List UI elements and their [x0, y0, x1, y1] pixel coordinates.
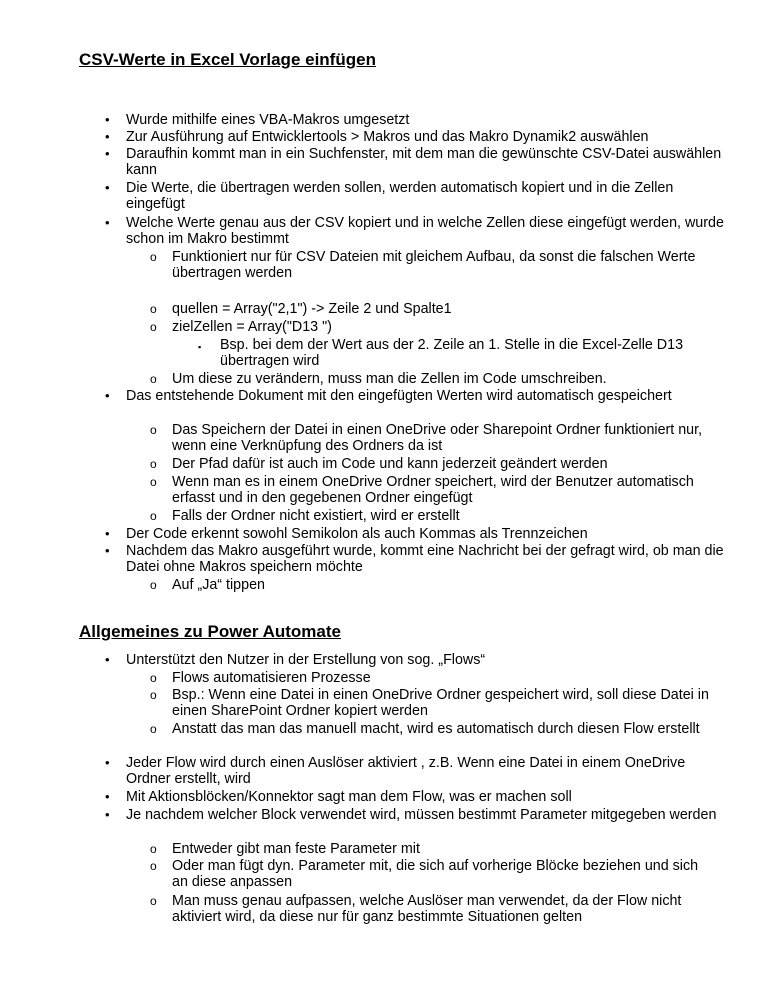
list-item: • Unterstützt den Nutzer in der Erstellung von sog. „Flows“ — [105, 652, 486, 668]
circle-bullet-icon: o — [150, 842, 157, 856]
circle-bullet-icon: o — [150, 722, 157, 736]
list-item: • Jeder Flow wird durch einen Auslöser aktiviert , z.B. Wenn eine Datei in einem OneDrive Ordner erstellt, wird — [105, 755, 686, 788]
list-item: • Mit Aktionsblöcken/Konnektor sagt man dem Flow, was er machen soll — [105, 789, 572, 805]
list-item: • Das entstehende Dokument mit den eingefügten Werten wird automatisch gespeichert — [105, 388, 672, 404]
list-item: o Um diese zu verändern, muss man die Zellen im Code umschreiben. — [150, 371, 607, 387]
list-item: o Oder man fügt dyn. Parameter mit, die sich auf vorherige Blöcke beziehen und sich an diese anpassen — [150, 858, 699, 891]
list-item: o zielZellen = Array("D13 ") — [150, 319, 332, 335]
bullet-icon: • — [105, 112, 110, 127]
list-item: o Wenn man es in einem OneDrive Ordner speichert, wird der Benutzer automatisch erfasst und in den gegebenen Ordner eingefügt — [150, 474, 694, 507]
bullet-icon: • — [105, 652, 110, 667]
circle-bullet-icon: o — [150, 688, 157, 702]
circle-bullet-icon: o — [150, 671, 157, 685]
square-bullet-icon: ▪ — [198, 342, 202, 352]
list-item: • Zur Ausführung auf Entwicklertools > Makros und das Makro Dynamik2 auswählen — [105, 129, 649, 145]
bullet-icon: • — [105, 388, 110, 403]
circle-bullet-icon: o — [150, 894, 157, 908]
bullet-icon: • — [105, 755, 110, 770]
list-item: o Entweder gibt man feste Parameter mit — [150, 841, 420, 857]
circle-bullet-icon: o — [150, 509, 157, 523]
list-item: o Der Pfad dafür ist auch im Code und kann jederzeit geändert werden — [150, 456, 608, 472]
list-item: • Welche Werte genau aus der CSV kopiert und in welche Zellen diese eingefügt werden, wurde schon im Makro bestimmt — [105, 215, 724, 248]
circle-bullet-icon: o — [150, 475, 157, 489]
list-item: o Falls der Ordner nicht existiert, wird er erstellt — [150, 508, 460, 524]
bullet-icon: • — [105, 807, 110, 822]
bullet-icon: • — [105, 129, 110, 144]
circle-bullet-icon: o — [150, 859, 157, 873]
list-item: • Die Werte, die übertragen werden sollen, werden automatisch kopiert und in die Zellen eingefügt — [105, 180, 674, 213]
circle-bullet-icon: o — [150, 320, 157, 334]
bullet-icon: • — [105, 543, 110, 558]
list-item: • Je nachdem welcher Block verwendet wird, müssen bestimmt Parameter mitgegeben werden — [105, 807, 717, 823]
list-item: • Nachdem das Makro ausgeführt wurde, kommt eine Nachricht bei der gefragt wird, ob man die Datei ohne Makros speichern möchte — [105, 543, 724, 576]
bullet-icon: • — [105, 215, 110, 230]
circle-bullet-icon: o — [150, 578, 157, 592]
list-item: o Anstatt das man das manuell macht, wird es automatisch durch diesen Flow erstellt — [150, 721, 700, 737]
bullet-icon: • — [105, 526, 110, 541]
list-item: o Flows automatisieren Prozesse — [150, 670, 371, 686]
circle-bullet-icon: o — [150, 302, 157, 316]
circle-bullet-icon: o — [150, 372, 157, 386]
bullet-icon: • — [105, 789, 110, 804]
section-heading-csv: CSV-Werte in Excel Vorlage einfügen — [79, 50, 376, 69]
circle-bullet-icon: o — [150, 250, 157, 264]
circle-bullet-icon: o — [150, 457, 157, 471]
list-item: o quellen = Array("2,1") -> Zeile 2 und Spalte1 — [150, 301, 452, 317]
list-item: o Bsp.: Wenn eine Datei in einen OneDrive Ordner gespeichert wird, soll diese Datei in einen SharePoint Ordner kopiert werden — [150, 687, 709, 720]
list-item: o Auf „Ja“ tippen — [150, 577, 265, 593]
list-item: o Funktioniert nur für CSV Dateien mit gleichem Aufbau, da sonst die falschen Werte übertragen werden — [150, 249, 696, 282]
list-item: • Der Code erkennt sowohl Semikolon als auch Kommas als Trennzeichen — [105, 526, 588, 542]
bullet-icon: • — [105, 180, 110, 195]
list-item: ▪ Bsp. bei dem der Wert aus der 2. Zeile an 1. Stelle in die Excel-Zelle D13 übertragen wird — [198, 337, 684, 370]
list-item: • Wurde mithilfe eines VBA-Makros umgesetzt — [105, 112, 410, 128]
bullet-icon: • — [105, 146, 110, 161]
list-item: • Daraufhin kommt man in ein Suchfenster, mit dem man die gewünschte CSV-Datei auswählen kann — [105, 146, 722, 179]
circle-bullet-icon: o — [150, 423, 157, 437]
list-item: o Das Speichern der Datei in einen OneDrive oder Sharepoint Ordner funktioniert nur, wenn eine Verknüpfung des Ordners da ist — [150, 422, 703, 455]
list-item: o Man muss genau aufpassen, welche Auslöser man verwendet, da der Flow nicht aktiviert wird, da diese nur für ganz bestimmte Situationen gelten — [150, 893, 682, 926]
section-heading-power-automate: Allgemeines zu Power Automate — [79, 622, 341, 641]
